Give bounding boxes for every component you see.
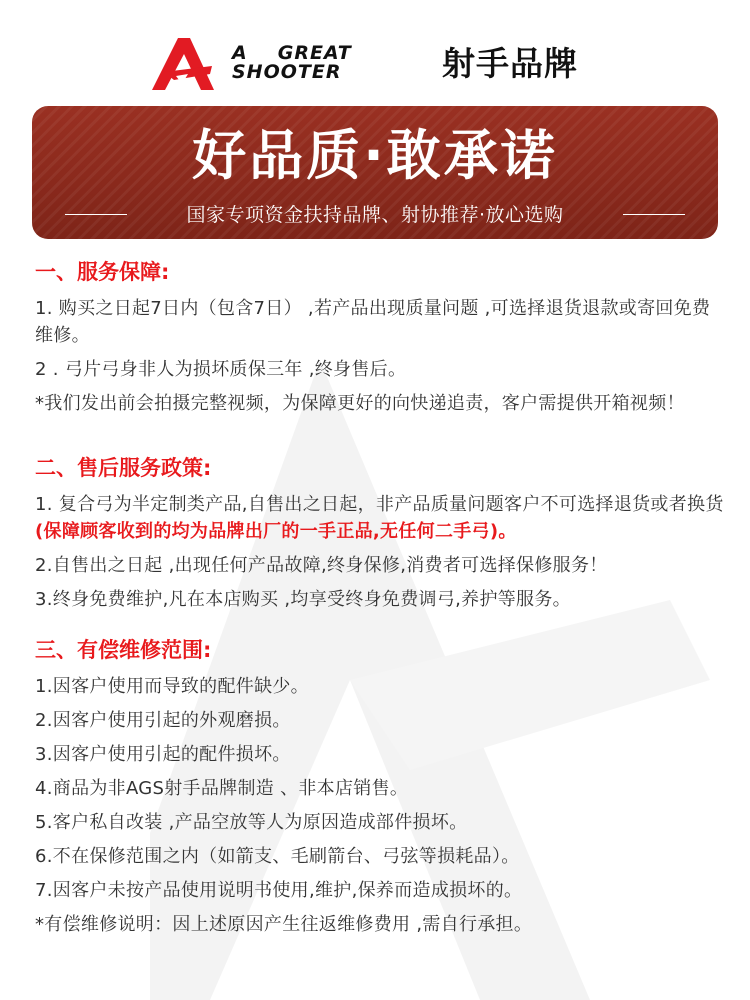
- banner-title: 好品质·敢承诺: [192, 124, 558, 187]
- divider-line-right: [623, 214, 685, 215]
- banner-subtitle-row: [32, 200, 718, 230]
- section-title: 三、有偿维修范围:: [35, 638, 212, 662]
- red-A-shooter-logo-icon: [152, 38, 214, 90]
- section-title: 二、售后服务政策:: [35, 456, 212, 480]
- section-after-sales-policy: [35, 453, 725, 620]
- brand-en-great: GREAT: [277, 42, 352, 64]
- section-service-guarantee: [35, 257, 725, 424]
- brand-en-shooter: SHOOTER: [232, 61, 342, 83]
- list-item: 2.因客户使用引起的外观磨损。: [35, 710, 291, 731]
- promise-banner: [32, 106, 718, 239]
- brand-en-a: A: [232, 42, 248, 64]
- section-paid-repair-scope: [35, 635, 725, 945]
- brand-chinese-name: 射手品牌: [442, 44, 578, 83]
- list-item: 2 . 弓片弓身非人为损坏质保三年 ,终身售后。: [35, 359, 407, 380]
- list-item: 3.终身免费维护,凡在本店购买 ,均享受终身免费调弓,养护等服务。: [35, 589, 571, 610]
- list-item-text: 1. 复合弓为半定制类产品,自售出之日起，非产品质量问题客户不可选择退货或者换货: [35, 494, 724, 515]
- brand-english-name: [232, 42, 432, 88]
- list-item: 4.商品为非AGS射手品牌制造 、非本店销售。: [35, 778, 409, 799]
- list-item: [35, 491, 725, 545]
- list-item: 3.因客户使用引起的配件损坏。: [35, 744, 291, 765]
- brand-header: [0, 38, 750, 94]
- list-item: 1. 购买之日起7日内（包含7日） ,若产品出现质量问题 ,可选择退货退款或寄回免费维修。: [35, 298, 711, 346]
- list-item: 1.因客户使用而导致的配件缺少。: [35, 676, 309, 697]
- banner-subtitle: 国家专项资金扶持品牌、射协推荐·放心选购: [186, 204, 564, 226]
- highlight-text: (保障顾客收到的均为品牌出厂的一手正品,无任何二手弓)。: [35, 521, 517, 542]
- list-item: *有偿维修说明：因上述原因产生往返维修费用 ,需自行承担。: [35, 914, 533, 935]
- list-item: 2.自售出之日起 ,出现任何产品故障,终身保修,消费者可选择保修服务！: [35, 555, 608, 576]
- list-item: *我们发出前会拍摄完整视频，为保障更好的向快递追责，客户需提供开箱视频！: [35, 393, 685, 414]
- section-title: 一、服务保障:: [35, 260, 170, 284]
- list-item: 6.不在保修范围之内（如箭支、毛刷箭台、弓弦等损耗品）。: [35, 846, 520, 867]
- list-item: 7.因客户未按产品使用说明书使用,维护,保养而造成损坏的。: [35, 880, 523, 901]
- list-item: 5.客户私自改装 ,产品空放等人为原因造成部件损坏。: [35, 812, 468, 833]
